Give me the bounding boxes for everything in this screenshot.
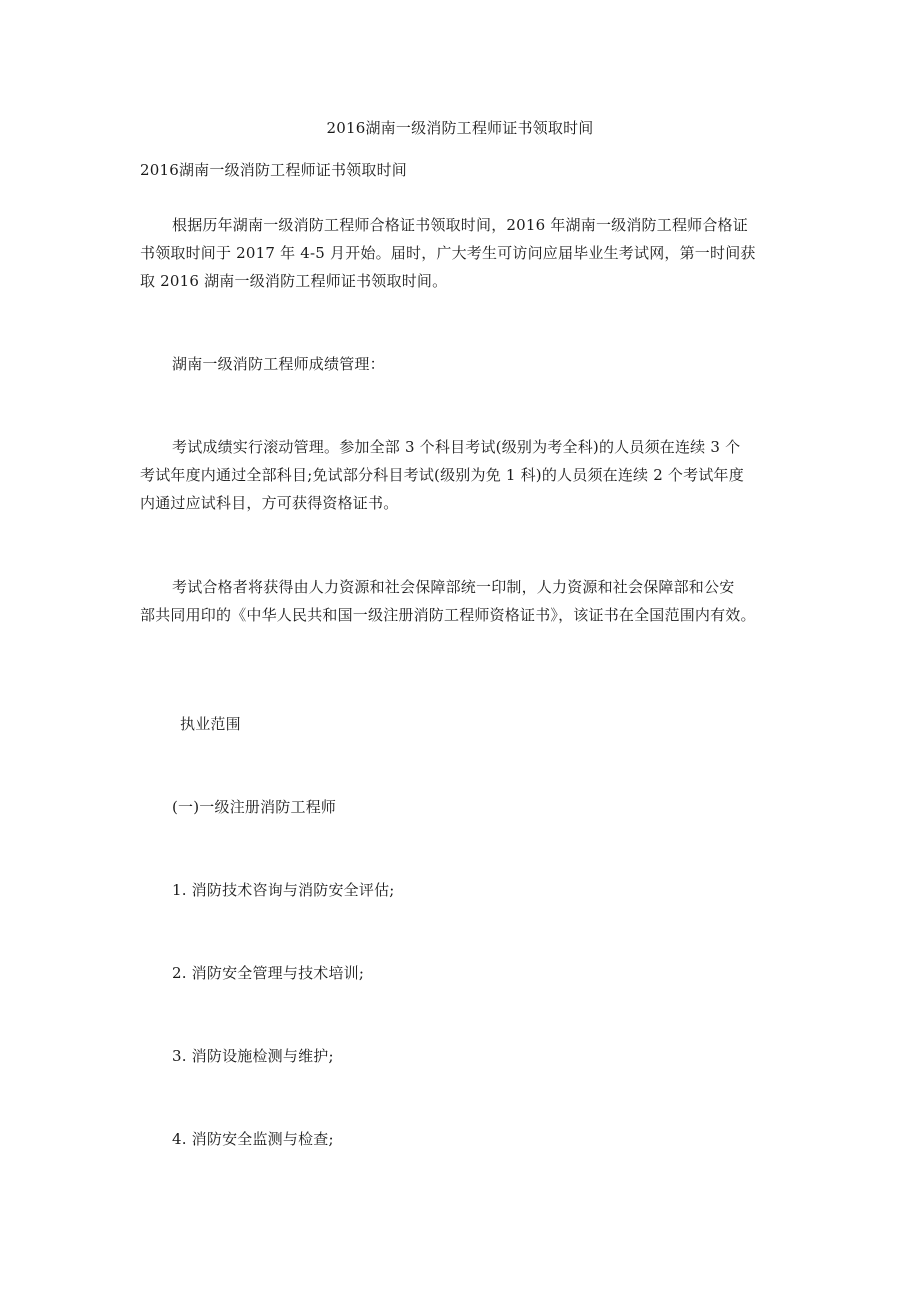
list-item: 3. 消防设施检测与维护; [172,1047,334,1065]
paragraph-3-line-1: 考试合格者将获得由人力资源和社会保障部统一印制，人力资源和社会保障部和公安 [172,578,735,596]
paragraph-3-line-2: 部共同用印的《中华人民共和国一级注册消防工程师资格证书》，该证书在全国范围内有效。 [140,606,756,624]
document-subtitle: 2016湖南一级消防工程师证书领取时间 [140,161,407,179]
document-title: 2016湖南一级消防工程师证书领取时间 [326,119,594,137]
list-item: 4. 消防安全监测与检查; [172,1130,334,1148]
list-item: 2. 消防安全管理与技术培训; [172,964,365,982]
section-score-heading: 湖南一级消防工程师成绩管理： [172,355,385,373]
paragraph-1-line-2: 书领取时间于 2017 年 4-5 月开始。届时，广大考生可访问应届毕业生考试网，第一时间获 [140,244,756,262]
paragraph-1-line-3: 取 2016 湖南一级消防工程师证书领取时间。 [140,272,448,290]
list-item: 1. 消防技术咨询与消防安全评估; [172,881,395,899]
paragraph-1-line-1: 根据历年湖南一级消防工程师合格证书领取时间，2016 年湖南一级消防工程师合格证 [172,216,748,234]
section-scope-heading: 执业范围 [180,715,241,733]
subsection-heading: (一)一级注册消防工程师 [172,798,337,816]
paragraph-2-line-1: 考试成绩实行滚动管理。参加全部 3 个科目考试(级别为考全科)的人员须在连续 3 个 [172,438,741,456]
paragraph-2-line-3: 内通过应试科目，方可获得资格证书。 [140,494,399,512]
paragraph-2-line-2: 考试年度内通过全部科目;免试部分科目考试(级别为免 1 科)的人员须在连续 2 个考试年度 [140,466,744,484]
